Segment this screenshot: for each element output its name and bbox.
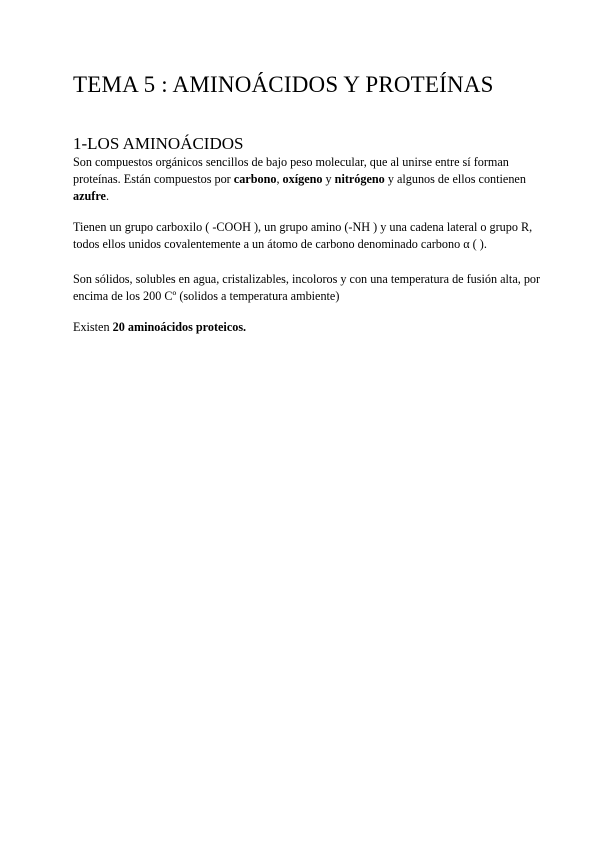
bold-term-nitrogeno: nitrógeno — [334, 172, 385, 186]
text: . — [105, 189, 109, 203]
text: Existen — [73, 320, 113, 334]
text: y — [322, 172, 335, 186]
text: , — [276, 172, 283, 186]
text: y algunos de ellos contienen — [384, 172, 526, 186]
section-heading: 1-LOS AMINOÁCIDOS — [73, 134, 244, 153]
bold-term-azufre: azufre — [73, 189, 106, 203]
paragraph-definition — [73, 154, 543, 205]
page-title: TEMA 5 : AMINOÁCIDOS Y PROTEÍNAS — [73, 72, 494, 97]
paragraph-properties: Son sólidos, solubles en agua, cristalizables, incoloros y con una temperatura de fusión alta, por encima de los 200 Cº (solidos a temperatura ambiente) — [73, 272, 541, 303]
bold-term-oxigeno: oxígeno — [282, 172, 323, 186]
bold-count: 20 aminoácidos proteicos. — [112, 320, 247, 334]
paragraph-structure: Tienen un grupo carboxilo ( -COOH ), un grupo amino (-NH ) y una cadena lateral o grupo R, todos ellos unidos covalentemente a un átomo de carbono denominado carbono α ( ). — [73, 220, 533, 251]
text: Son compuestos orgánicos sencillos de bajo peso molecular, que al unirse entre sí forman proteínas. Están compuestos por — [73, 155, 509, 186]
bold-term-carbono: carbono — [233, 172, 277, 186]
paragraph-count — [73, 319, 543, 336]
